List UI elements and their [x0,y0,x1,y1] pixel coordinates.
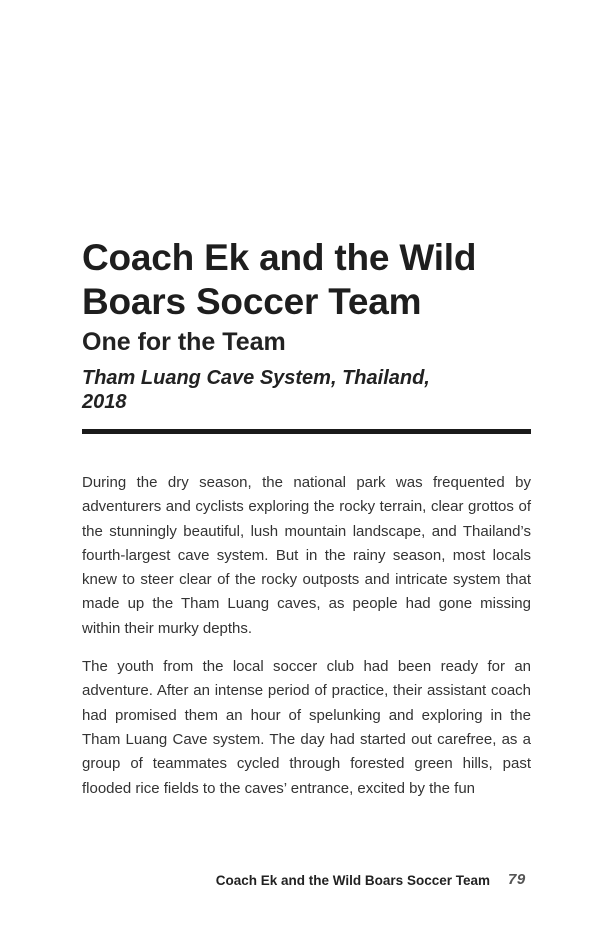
chapter-location: Tham Luang Cave System, Thailand, 2018 [82,367,430,413]
title-divider [82,429,531,434]
paragraph: During the dry season, the national park was frequented by adventurers and cyclists exploring the rocky terrain, clear grottos of the stunningly beautiful, lush mountain landscape, and Thailand’s fourth-largest cave system. But in the rainy season, most locals knew to steer clear of the rocky outposts and intricate system that made up the Tham Luang caves, as people had gone missing within their murky depths. [82,474,531,637]
body-text [82,471,531,815]
paragraph: The youth from the local soccer club had been ready for an adventure. After an intense period of practice, their assistant coach had promised them an hour of spelunking and exploring in the Tham Luang Cave system. The day had started out carefree, as a group of teammates cycled through forested green hills, past flooded rice fields to the caves’ entrance, excited by the fun [82,658,531,797]
chapter-subtitle: One for the Team [82,328,286,356]
running-footer-title: Coach Ek and the Wild Boars Soccer Team [215,873,490,888]
chapter-title: Coach Ek and the Wild Boars Soccer Team [82,237,477,322]
page-number: 79 [508,871,526,888]
